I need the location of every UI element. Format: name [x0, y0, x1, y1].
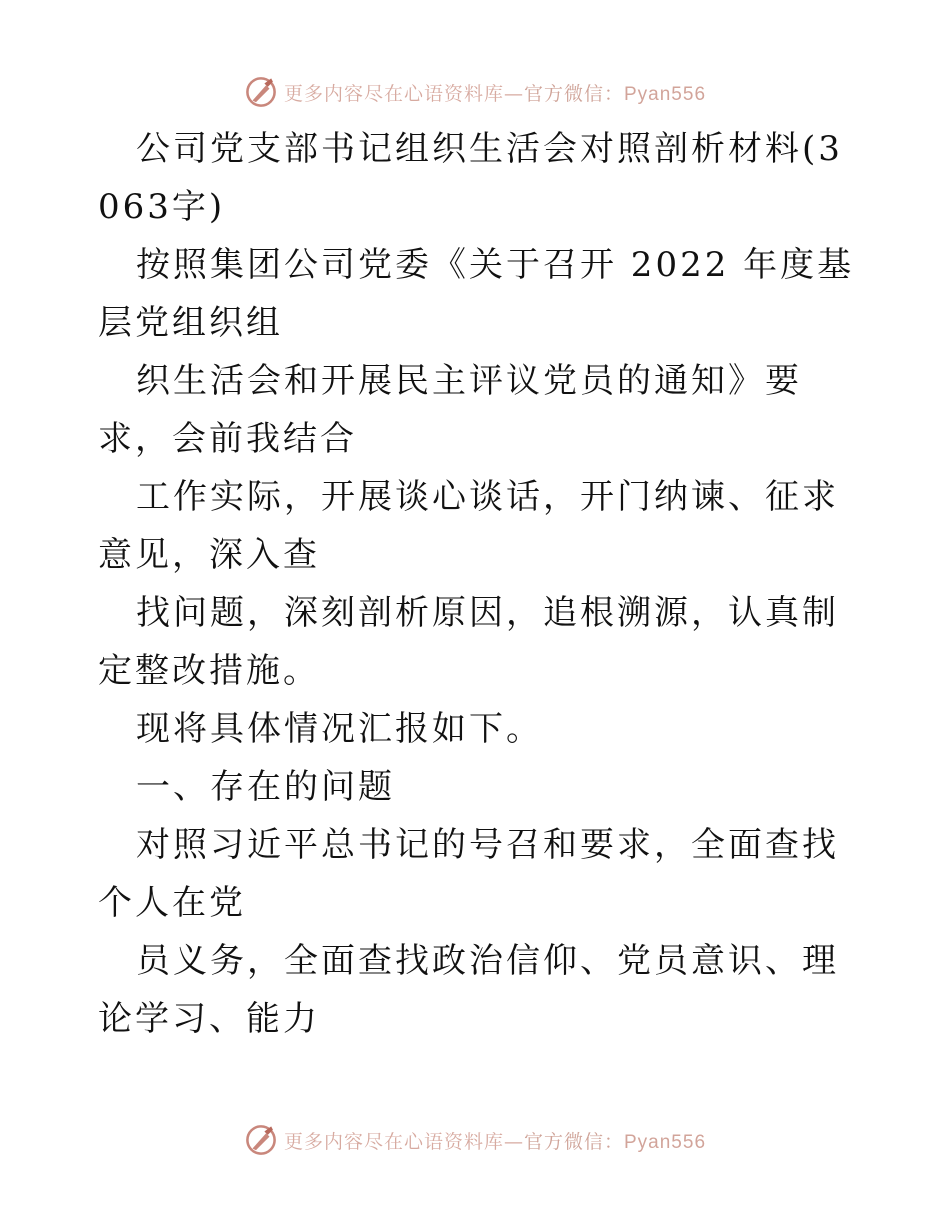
pen-logo-icon — [244, 75, 278, 109]
watermark-text: 更多内容尽在心语资料库—官方微信：Pyan556 — [283, 82, 707, 105]
header-watermark — [0, 72, 950, 112]
document-title: 公司党支部书记组织生活会对照剖析材料(3063字) — [98, 129, 843, 227]
footer-watermark — [0, 1120, 950, 1160]
paragraph: 工作实际，开展谈心谈话，开门纳谏、征求意见，深入查 — [98, 477, 839, 575]
paragraph: 对照习近平总书记的号召和要求，全面查找个人在党 — [98, 825, 839, 923]
paragraph: 员义务，全面查找政治信仰、党员意识、理论学习、能力 — [98, 941, 839, 1039]
section-heading: 一、存在的问题 — [136, 767, 395, 807]
paragraph: 织生活会和开展民主评议党员的通知》要求，会前我结合 — [98, 361, 802, 459]
paragraph: 现将具体情况汇报如下。 — [136, 709, 543, 749]
paragraph: 找问题，深刻剖析原因，追根溯源，认真制定整改措施。 — [98, 593, 839, 691]
document-body — [98, 120, 858, 1048]
pen-logo-icon — [244, 1123, 278, 1157]
paragraph: 按照集团公司党委《关于召开 2022 年度基层党组织组 — [98, 245, 855, 343]
watermark-text: 更多内容尽在心语资料库—官方微信：Pyan556 — [283, 1130, 707, 1153]
